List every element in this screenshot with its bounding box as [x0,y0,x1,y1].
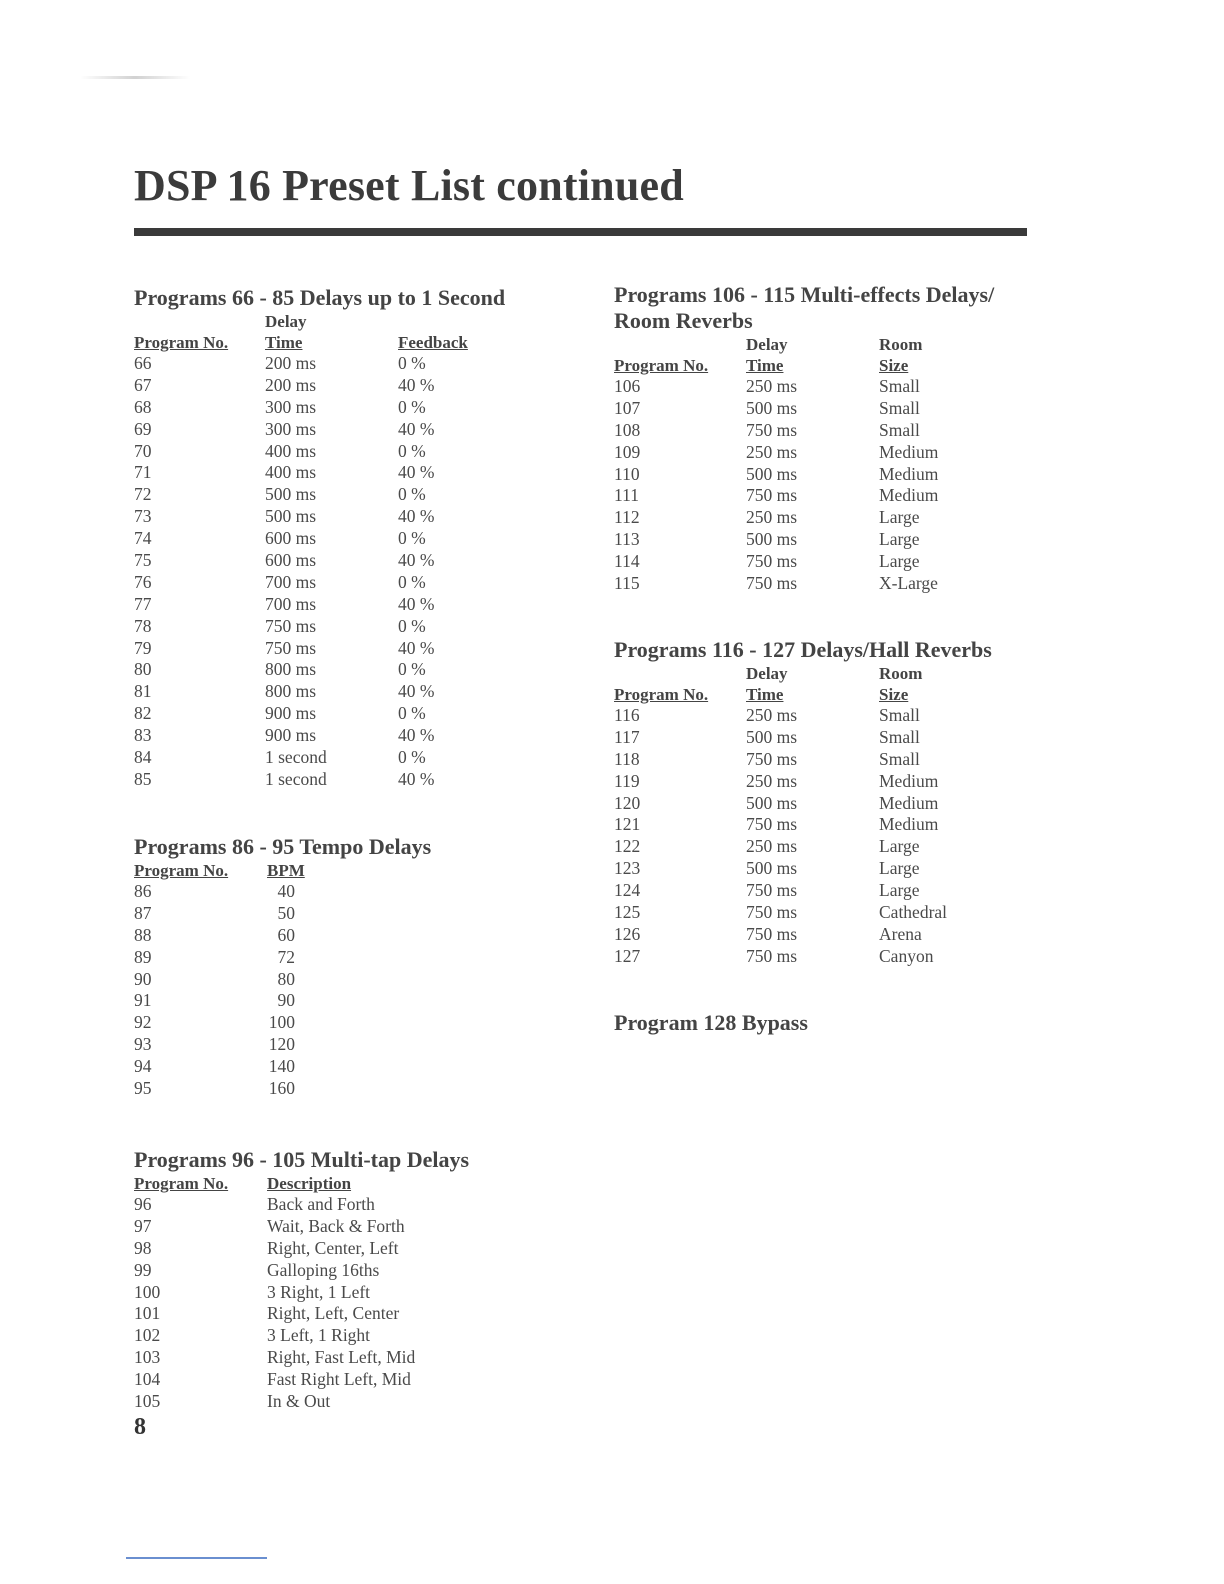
program-number: 105 [134,1391,161,1412]
table-row [134,1238,554,1260]
delay-time: 500 ms [746,397,798,418]
col-delay-label: Delay [746,664,788,683]
program-number: 89 [134,946,152,967]
room-size: Small [879,397,920,418]
table-row [134,594,554,616]
bpm-value: 100 [268,1012,295,1033]
delay-time: 250 ms [746,376,798,396]
feedback-value: 0 % [398,703,426,724]
program-number: 85 [134,768,152,789]
feedback-value: 40 % [398,374,435,395]
table-row [134,969,554,991]
table-row [134,1391,554,1413]
program-number: 77 [134,593,152,614]
room-size: Medium [879,770,939,791]
description-value: Wait, Back & Forth [267,1215,405,1236]
program-number: 118 [614,748,640,769]
feedback-value: 40 % [398,681,435,702]
room-size: Large [879,836,920,857]
table-row [134,1216,554,1238]
room-size: Large [879,858,920,879]
program-number: 74 [134,528,152,549]
program-number: 67 [134,374,152,395]
delay-time: 1 second [265,747,327,768]
table-row [614,924,1014,946]
delay-time: 300 ms [265,418,317,439]
program-number: 76 [134,571,152,592]
table-row [134,990,554,1012]
program-number: 101 [134,1303,161,1324]
delay-time: 400 ms [265,462,317,483]
program-number: 125 [614,902,641,923]
program-number: 108 [614,419,641,440]
program-number: 120 [614,792,641,813]
section-multieffects-room [614,282,1014,595]
table-row [134,441,554,463]
program-number: 106 [614,376,641,396]
delay-time: 500 ms [746,726,798,747]
table-row [134,725,554,747]
table-row [134,1078,554,1100]
table-row [134,1282,554,1304]
delay-time: 750 ms [746,923,798,944]
col-size-label: Size [879,685,909,704]
table-row [134,903,554,925]
delay-time: 300 ms [265,396,317,417]
feedback-value: 0 % [398,615,426,636]
program-number: 78 [134,615,152,636]
table-row [614,529,1014,551]
delay-time: 200 ms [265,353,317,373]
table-body [134,353,554,791]
program-number: 68 [134,396,152,417]
section-heading: Programs 106 - 115 Multi-effects Delays/ Room Reverbs [614,282,995,333]
col-feedback-label: Feedback [398,333,468,352]
program-number: 82 [134,703,152,724]
column-header-top [614,663,1014,684]
section-tempo-delays [134,834,554,1100]
room-size: Small [879,376,920,396]
delay-time: 500 ms [746,792,798,813]
table-row [134,703,554,725]
table-row [134,1325,554,1347]
feedback-value: 40 % [398,725,435,746]
page-title: DSP 16 Preset List continued [134,161,684,210]
room-size: Large [879,880,920,901]
table-row [614,507,1014,529]
scan-smudge [80,76,190,79]
section-hall-reverbs [614,637,1014,968]
table-row [134,681,554,703]
description-value: 3 Right, 1 Left [267,1281,371,1302]
table-row [134,659,554,681]
table-row [614,902,1014,924]
delay-time: 700 ms [265,593,317,614]
section-heading: Programs 116 - 127 Delays/Hall Reverbs [614,637,992,662]
program-number: 124 [614,880,641,901]
program-number: 115 [614,573,640,594]
section-bypass [614,1010,1014,1036]
delay-time: 600 ms [265,550,317,571]
table-row [134,638,554,660]
feedback-value: 40 % [398,418,435,439]
table-row [134,572,554,594]
program-number: 102 [134,1325,161,1346]
table-row [134,1347,554,1369]
description-value: Back and Forth [267,1194,375,1214]
column-header [614,355,1014,376]
program-number: 93 [134,1034,152,1055]
col-description-label: Description [267,1174,352,1193]
table-row [134,747,554,769]
table-row [614,398,1014,420]
column-header [134,1173,554,1194]
table-row [614,485,1014,507]
description-value: 3 Left, 1 Right [267,1325,371,1346]
program-number: 95 [134,1078,152,1099]
program-number: 87 [134,902,152,923]
program-number: 75 [134,550,152,571]
table-row [134,1056,554,1078]
col-program-label: Program No. [134,333,229,352]
bpm-value: 80 [277,968,295,989]
program-number: 119 [614,770,640,791]
col-size-label: Size [879,356,909,375]
scan-mark [126,1557,267,1559]
delay-time: 600 ms [265,528,317,549]
table-row [134,375,554,397]
bpm-value: 140 [268,1056,295,1077]
program-number: 70 [134,440,152,461]
column-header-top [614,334,1014,355]
table-row [614,858,1014,880]
program-number: 126 [614,923,641,944]
delay-time: 750 ms [746,551,798,572]
program-number: 114 [614,551,640,572]
room-size: Medium [879,814,939,835]
delay-time: 750 ms [265,615,317,636]
table-row [134,947,554,969]
delay-time: 500 ms [746,463,798,484]
description-value: In & Out [267,1391,331,1412]
room-size: Small [879,726,920,747]
room-size: Medium [879,792,939,813]
column-header-top [134,311,554,332]
program-number: 116 [614,705,640,725]
delay-time: 750 ms [746,573,798,594]
delay-time: 250 ms [746,770,798,791]
table-row [614,551,1014,573]
table-row [134,1194,554,1216]
program-number: 103 [134,1347,161,1368]
program-number: 94 [134,1056,152,1077]
program-number: 112 [614,507,640,528]
table-row [134,616,554,638]
table-row [614,880,1014,902]
program-number: 81 [134,681,152,702]
bpm-value: 72 [277,946,295,967]
table-row [614,705,1014,727]
feedback-value: 40 % [398,506,435,527]
col-program-label: Program No. [614,356,709,375]
section-heading: Program 128 Bypass [614,1010,808,1035]
room-size: Medium [879,441,939,462]
table-row [134,506,554,528]
table-row [614,793,1014,815]
delay-time: 750 ms [746,814,798,835]
col-time-label: Time [265,333,303,352]
description-value: Right, Center, Left [267,1237,399,1258]
program-number: 80 [134,659,152,680]
program-number: 96 [134,1194,152,1214]
table-body [614,705,1014,968]
program-number: 123 [614,858,641,879]
room-size: Canyon [879,945,934,966]
program-number: 69 [134,418,152,439]
program-number: 71 [134,462,152,483]
description-value: Right, Left, Center [267,1303,400,1324]
feedback-value: 40 % [398,593,435,614]
room-size: X-Large [879,573,938,594]
feedback-value: 0 % [398,747,426,768]
table-row [614,836,1014,858]
program-number: 111 [614,485,639,506]
program-number: 121 [614,814,641,835]
bpm-value: 120 [268,1034,295,1055]
section-heading: Programs 96 - 105 Multi-tap Delays [134,1147,470,1172]
delay-time: 750 ms [746,880,798,901]
feedback-value: 0 % [398,528,426,549]
table-row [614,442,1014,464]
col-program-label: Program No. [134,1174,229,1193]
room-size: Small [879,705,920,725]
table-row [134,419,554,441]
description-value: Galloping 16ths [267,1259,380,1280]
column-header [134,860,554,881]
feedback-value: 0 % [398,440,426,461]
col-room-label: Room [879,335,923,354]
table-row [134,881,554,903]
description-value: Right, Fast Left, Mid [267,1347,416,1368]
program-number: 113 [614,529,640,550]
page-number: 8 [134,1414,146,1440]
program-number: 86 [134,881,152,901]
delay-time: 700 ms [265,571,317,592]
delay-time: 900 ms [265,725,317,746]
delay-time: 500 ms [265,484,317,505]
table-row [134,484,554,506]
title-rule [134,228,1027,236]
room-size: Large [879,529,920,550]
delay-time: 250 ms [746,441,798,462]
delay-time: 500 ms [265,506,317,527]
table-row [134,1012,554,1034]
table-row [134,1260,554,1282]
feedback-value: 40 % [398,768,435,789]
delay-time: 500 ms [746,529,798,550]
column-header [134,332,554,353]
table-row [134,1034,554,1056]
program-number: 100 [134,1281,161,1302]
table-row [134,925,554,947]
program-number: 88 [134,924,152,945]
delay-time: 1 second [265,768,327,789]
program-number: 91 [134,990,152,1011]
program-number: 109 [614,441,641,462]
program-number: 73 [134,506,152,527]
feedback-value: 40 % [398,637,435,658]
program-number: 110 [614,463,640,484]
table-body [134,1194,554,1413]
delay-time: 750 ms [746,945,798,966]
delay-time: 750 ms [746,902,798,923]
bpm-value: 50 [277,902,295,923]
table-body [134,881,554,1100]
delay-time: 900 ms [265,703,317,724]
program-number: 127 [614,945,641,966]
room-size: Arena [879,923,922,944]
table-row [614,376,1014,398]
program-number: 104 [134,1369,161,1390]
col-room-label: Room [879,664,923,683]
delay-time: 750 ms [746,485,798,506]
col-program-label: Program No. [614,685,709,704]
section-delays-66-85 [134,285,554,791]
feedback-value: 40 % [398,550,435,571]
section-heading: Programs 86 - 95 Tempo Delays [134,834,432,859]
table-row [134,397,554,419]
bpm-value: 60 [277,924,295,945]
table-row [134,1303,554,1325]
delay-time: 750 ms [746,748,798,769]
table-row [134,528,554,550]
program-number: 66 [134,353,152,373]
program-number: 79 [134,637,152,658]
section-heading: Programs 66 - 85 Delays up to 1 Second [134,285,506,310]
col-time-label: Time [746,685,784,704]
room-size: Medium [879,463,939,484]
table-body [614,376,1014,595]
table-row [614,814,1014,836]
table-row [614,420,1014,442]
feedback-value: 40 % [398,462,435,483]
feedback-value: 0 % [398,353,426,373]
col-time-label: Time [746,356,784,375]
col-program-label: Program No. [134,861,229,880]
delay-time: 250 ms [746,507,798,528]
table-row [134,1369,554,1391]
program-number: 83 [134,725,152,746]
program-number: 90 [134,968,152,989]
program-number: 99 [134,1259,152,1280]
program-number: 122 [614,836,641,857]
col-delay-label: Delay [265,312,307,331]
room-size: Large [879,551,920,572]
delay-time: 250 ms [746,836,798,857]
table-row [134,353,554,375]
delay-time: 750 ms [265,637,317,658]
delay-time: 800 ms [265,681,317,702]
room-size: Medium [879,485,939,506]
program-number: 107 [614,397,641,418]
table-row [134,462,554,484]
feedback-value: 0 % [398,396,426,417]
bpm-value: 90 [277,990,295,1011]
col-delay-label: Delay [746,335,788,354]
feedback-value: 0 % [398,659,426,680]
description-value: Fast Right Left, Mid [267,1369,411,1390]
program-number: 84 [134,747,152,768]
col-bpm-label: BPM [267,861,305,880]
column-header [614,684,1014,705]
room-size: Small [879,748,920,769]
table-row [614,749,1014,771]
room-size: Small [879,419,920,440]
delay-time: 400 ms [265,440,317,461]
table-row [614,573,1014,595]
program-number: 92 [134,1012,152,1033]
delay-time: 750 ms [746,419,798,440]
table-row [614,727,1014,749]
table-row [134,550,554,572]
program-number: 72 [134,484,152,505]
table-row [134,769,554,791]
program-number: 97 [134,1215,152,1236]
bpm-value: 160 [268,1078,295,1099]
room-size: Cathedral [879,902,948,923]
delay-time: 200 ms [265,374,317,395]
delay-time: 250 ms [746,705,798,725]
delay-time: 800 ms [265,659,317,680]
feedback-value: 0 % [398,571,426,592]
program-number: 117 [614,726,640,747]
table-row [614,464,1014,486]
table-row [614,771,1014,793]
section-multitap-delays [134,1147,554,1413]
table-row [614,946,1014,968]
feedback-value: 0 % [398,484,426,505]
bpm-value: 40 [277,881,295,901]
delay-time: 500 ms [746,858,798,879]
program-number: 98 [134,1237,152,1258]
room-size: Large [879,507,920,528]
